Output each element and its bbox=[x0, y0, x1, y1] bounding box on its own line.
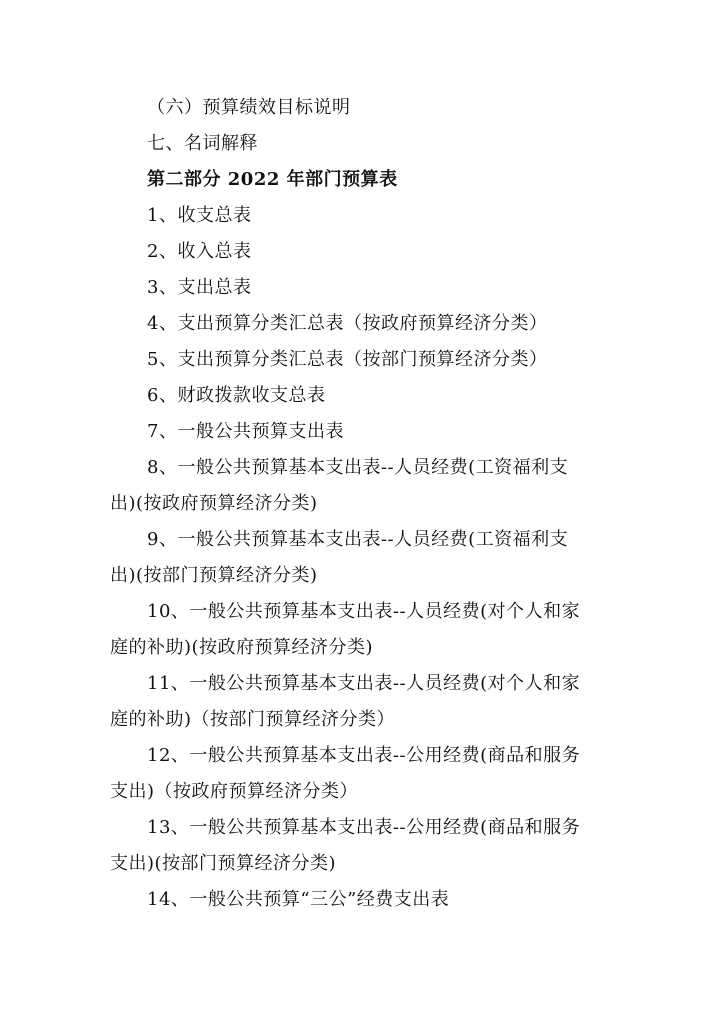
toc-line-glossary: 七、名词解释 bbox=[147, 133, 258, 154]
section-heading: 第二部分 2022 年部门预算表 bbox=[147, 169, 398, 190]
toc-line-8: 8、一般公共预算基本支出表--人员经费(工资福利支 bbox=[147, 457, 569, 478]
toc-line-7: 7、一般公共预算支出表 bbox=[147, 421, 344, 442]
toc-line-5: 5、支出预算分类汇总表（按部门预算经济分类） bbox=[147, 349, 548, 370]
toc-line-14: 14、一般公共预算“三公”经费支出表 bbox=[147, 889, 450, 910]
toc-line-6: 6、财政拨款收支总表 bbox=[147, 385, 326, 406]
toc-line-10: 10、一般公共预算基本支出表--人员经费(对个人和家 bbox=[147, 601, 581, 622]
toc-line-10-cont: 庭的补助)(按政府预算经济分类) bbox=[110, 637, 374, 658]
toc-line-8-cont: 出)(按政府预算经济分类) bbox=[110, 493, 318, 514]
toc-line-11-cont: 庭的补助)（按部门预算经济分类） bbox=[110, 709, 396, 730]
toc-line-4: 4、支出预算分类汇总表（按政府预算经济分类） bbox=[147, 313, 548, 334]
toc-line-9-cont: 出)(按部门预算经济分类) bbox=[110, 565, 318, 586]
toc-line-3: 3、支出总表 bbox=[147, 277, 252, 298]
toc-line-1: 1、收支总表 bbox=[147, 205, 252, 226]
toc-line-13: 13、一般公共预算基本支出表--公用经费(商品和服务 bbox=[147, 817, 581, 838]
toc-line-performance-targets: （六）预算绩效目标说明 bbox=[147, 97, 351, 118]
toc-line-11: 11、一般公共预算基本支出表--人员经费(对个人和家 bbox=[147, 673, 581, 694]
toc-line-2: 2、收入总表 bbox=[147, 241, 252, 262]
toc-line-12: 12、一般公共预算基本支出表--公用经费(商品和服务 bbox=[147, 745, 581, 766]
toc-line-13-cont: 支出)(按部门预算经济分类) bbox=[110, 853, 337, 874]
toc-line-12-cont: 支出)（按政府预算经济分类） bbox=[110, 781, 359, 802]
toc-line-9: 9、一般公共预算基本支出表--人员经费(工资福利支 bbox=[147, 529, 569, 550]
